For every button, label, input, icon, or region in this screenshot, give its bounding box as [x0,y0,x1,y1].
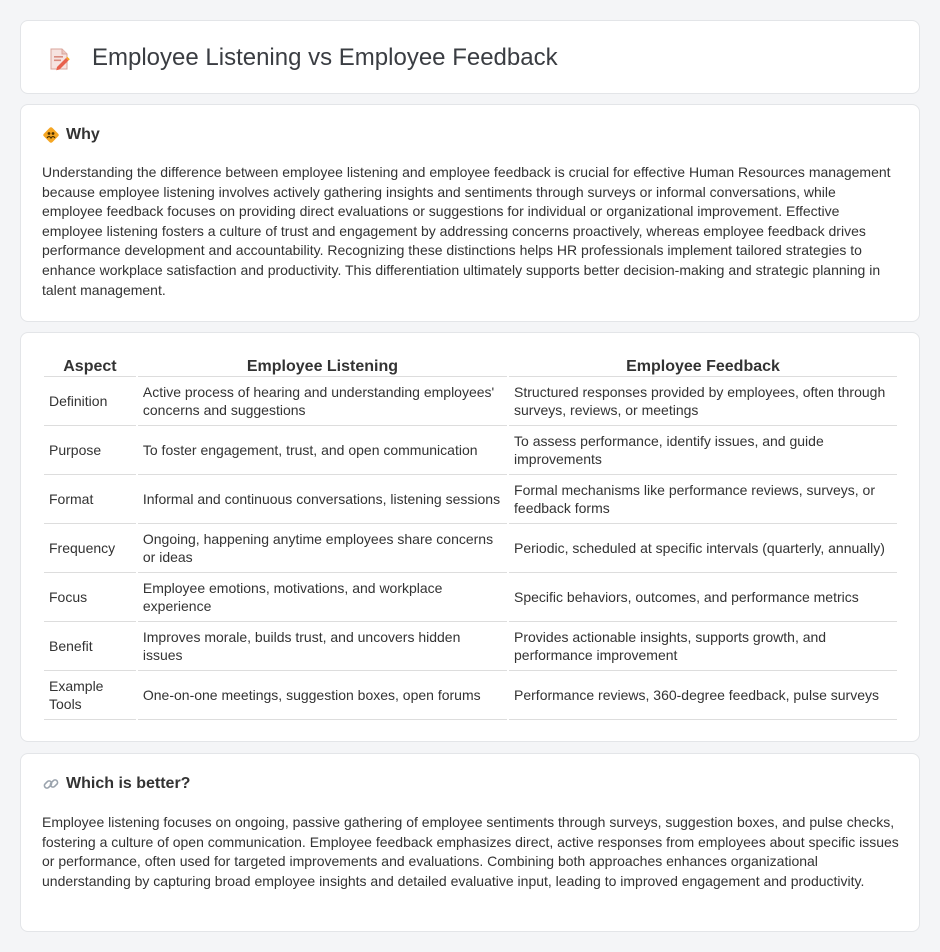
feedback-cell: Formal mechanisms like performance reviews, surveys, or feedback forms [509,475,897,524]
document-pencil-icon [46,46,72,72]
column-header: Employee Listening [138,355,507,377]
listening-cell: One-on-one meetings, suggestion boxes, open forums [138,671,507,720]
why-heading [42,126,100,144]
listening-cell: Active process of hearing and understanding employees' concerns and suggestions [138,377,507,426]
why-card [20,104,920,322]
feedback-cell: Specific behaviors, outcomes, and performance metrics [509,573,897,622]
feedback-cell: Periodic, scheduled at specific intervals (quarterly, annually) [509,524,897,573]
aspect-cell: Format [44,475,136,524]
column-header: Aspect [44,355,136,377]
table-row [44,524,897,573]
listening-cell: To foster engagement, trust, and open communication [138,426,507,475]
which-better-heading-label: Which is better? [66,775,191,792]
which-better-card [20,753,920,932]
which-better-paragraph: Employee listening focuses on ongoing, passive gathering of employee sentiments through surveys, suggestion boxes, and pulse checks, fostering a culture of open communication. Employee feedback emphasizes direct, active responses from employees about specific issues or performance, often used for targeted improvements and evaluations. Combining both approaches enhances organizational understanding by capturing broad employee insights and detailed evaluative input, leading to improved engagement and productivity. [42,814,899,889]
why-paragraph: Understanding the difference between employee listening and employee feedback is crucial for effective Human Resources management because employee listening involves actively gathering insights and sentiments through surveys or informal conversations, while employee feedback focuses on providing direct evaluations or suggestions for individual or organizational improvement. Effective employee listening fosters a culture of trust and engagement by addressing concerns proactively, whereas employee feedback drives performance development and accountability. Recognizing these distinctions helps HR professionals implement tailored strategies to enhance workplace satisfaction and productivity. This differentiation ultimately supports better decision-making and strategic planning in talent management. [42,164,891,298]
why-heading-label: Why [66,126,100,143]
aspect-cell: Example Tools [44,671,136,720]
table-row [44,573,897,622]
comparison-table [42,355,899,720]
aspect-cell: Definition [44,377,136,426]
table-row [44,475,897,524]
table-row [44,671,897,720]
aspect-cell: Frequency [44,524,136,573]
which-better-heading [42,775,190,793]
listening-cell: Improves morale, builds trust, and uncovers hidden issues [138,622,507,671]
header-card [20,20,920,94]
table-header-row [44,355,897,377]
feedback-cell: Provides actionable insights, supports growth, and performance improvement [509,622,897,671]
feedback-cell: To assess performance, identify issues, and guide improvements [509,426,897,475]
comparison-card [20,332,920,742]
table-row [44,426,897,475]
feedback-cell: Structured responses provided by employees, often through surveys, reviews, or meetings [509,377,897,426]
feedback-cell: Performance reviews, 360-degree feedback, pulse surveys [509,671,897,720]
aspect-cell: Benefit [44,622,136,671]
column-header: Employee Feedback [509,355,897,377]
listening-cell: Ongoing, happening anytime employees share concerns or ideas [138,524,507,573]
aspect-cell: Purpose [44,426,136,475]
diamond-people-icon [42,126,60,144]
table-row [44,622,897,671]
table-row [44,377,897,426]
page-title: Employee Listening vs Employee Feedback [92,44,558,71]
aspect-cell: Focus [44,573,136,622]
listening-cell: Employee emotions, motivations, and workplace experience [138,573,507,622]
link-icon [42,775,60,793]
listening-cell: Informal and continuous conversations, listening sessions [138,475,507,524]
